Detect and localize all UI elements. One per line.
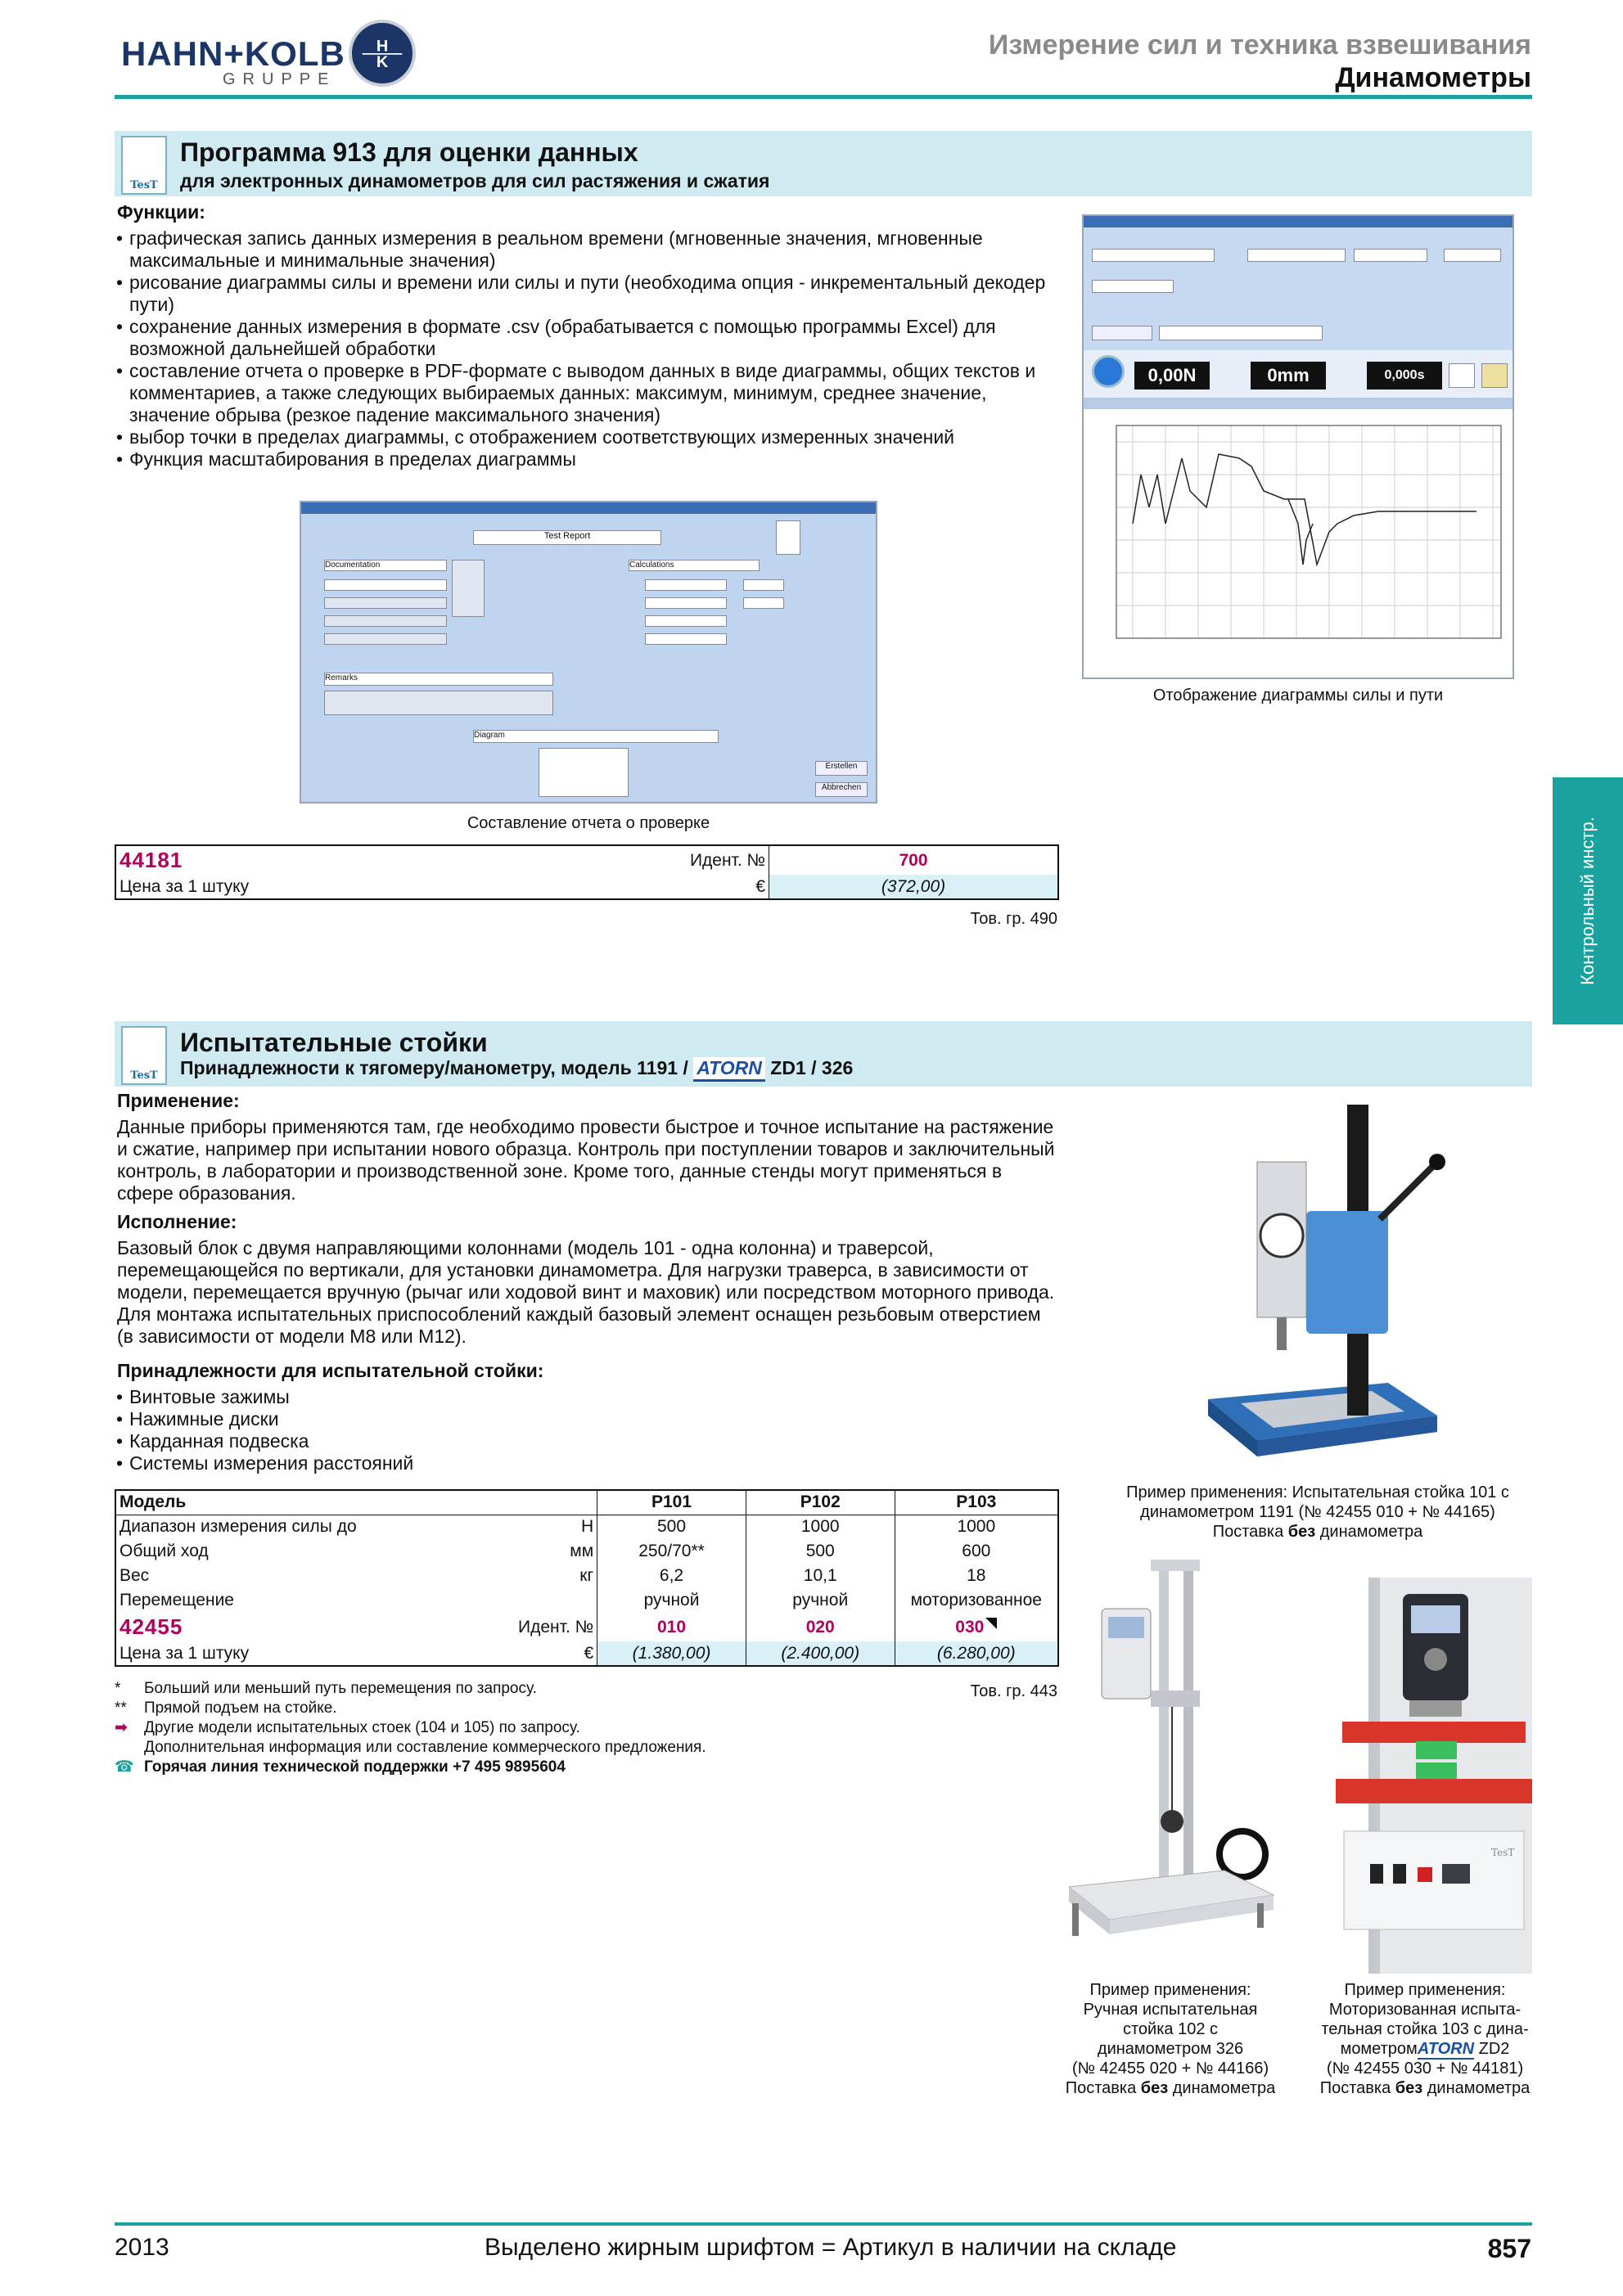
footer-divider — [115, 2222, 1532, 2226]
page-number: 857 — [1487, 2234, 1531, 2263]
caption-text: Поставка — [1065, 2079, 1141, 2097]
model-label: Модель — [119, 1492, 187, 1512]
stand-logo-label: TesT — [1491, 1847, 1515, 1858]
documentation-field: Documentation — [324, 560, 447, 571]
caption-stand-102 — [1048, 1980, 1293, 2098]
caption-line: Пример применения: — [1344, 1981, 1506, 1999]
caption-text: ZD2 — [1474, 2040, 1510, 2058]
section1-price-table — [115, 844, 1059, 900]
atorn-brand-logo: ATORN — [693, 1057, 765, 1082]
cell-value: ручной — [597, 1588, 746, 1613]
caption-line: Пример применения: — [1089, 1981, 1251, 1999]
atorn-brand-logo: ATORN — [1417, 2040, 1475, 2058]
footnote-mark: * — [115, 1680, 121, 1697]
caption-text: динамометра — [1168, 2079, 1276, 2097]
execution-heading: Исполнение: — [117, 1211, 237, 1232]
footnote-mark: ** — [115, 1699, 127, 1717]
caption-line: (№ 42455 020 + № 44166) — [1071, 2060, 1269, 2078]
logo-subtext: GRUPPE — [223, 70, 336, 88]
hotline-note — [115, 1758, 706, 1777]
functions-list — [115, 227, 1064, 470]
report-title-field: Test Report — [473, 530, 661, 545]
subtitle-text: ZD1 / 326 — [770, 1057, 854, 1078]
accessories-heading: Принадлежности для испытательной стойки: — [117, 1360, 544, 1381]
table-row — [115, 1564, 1058, 1588]
caption-line — [1306, 2078, 1544, 2098]
cell-value: 500 — [597, 1515, 746, 1539]
subtitle-text: Принадлежности к тягомеру/манометру, модель 1191 / — [180, 1057, 688, 1078]
currency-label: € — [361, 875, 769, 899]
table-row — [115, 1641, 1058, 1666]
other-models-text: Другие модели испытательных стоек (104 и 105) по запросу. — [144, 1719, 580, 1736]
cell-value: 1000 — [957, 1517, 996, 1537]
caption-line — [1089, 1522, 1547, 1542]
accessories-list — [115, 1386, 769, 1474]
caption-line: (№ 42455 030 + № 44181) — [1326, 2060, 1524, 2078]
calculations-field: Calculations — [629, 560, 760, 571]
header-category: Измерение сил и техника взвешивания — [988, 29, 1531, 61]
cell-value: 18 — [967, 1566, 986, 1585]
table-row — [115, 875, 1058, 899]
row-unit: Н — [491, 1515, 597, 1539]
table-row — [115, 1613, 1058, 1641]
test-logo-label: TesT — [130, 179, 158, 191]
header-divider — [115, 95, 1532, 99]
diagram-field: Diagram — [473, 730, 719, 743]
article-number — [115, 1613, 491, 1641]
section2-subtitle — [180, 1057, 853, 1082]
svg-text:H: H — [376, 37, 389, 56]
list-item: • графическая запись данных измерения в реальном времени (мгновенные значения, мгновенные максимальные и минимальные значения) — [115, 227, 1064, 272]
ident-value-text: 030 — [955, 1617, 985, 1636]
svg-text:K: K — [376, 53, 389, 72]
model-header: P103 — [956, 1492, 997, 1512]
report-create-button[interactable]: Erstellen — [815, 761, 868, 776]
report-cancel-button[interactable]: Abbrechen — [815, 782, 868, 797]
cell-value: 600 — [962, 1542, 991, 1560]
caption-line: динамометром 1191 (№ 42455 010 + № 44165) — [1140, 1503, 1495, 1521]
caption-line: стойка 102 с — [1122, 2020, 1219, 2038]
footnote — [115, 1699, 706, 1718]
footer-note: Выделено жирным шрифтом = Артикул в наличии на складе — [485, 2234, 1177, 2261]
list-item: • Нажимные диски — [115, 1408, 769, 1430]
model-header: P101 — [597, 1490, 746, 1515]
logo-text: HAHN+KOLB — [121, 34, 345, 73]
force-display: 0,00N — [1134, 362, 1210, 389]
test-stand-101-photo — [1192, 1088, 1454, 1481]
caption-diagram: Отображение диаграммы силы и пути — [1152, 687, 1444, 705]
table-row — [115, 1539, 1058, 1564]
caption-line — [1048, 2078, 1293, 2098]
phone-icon: ☎ — [115, 1758, 134, 1776]
price-label: Цена за 1 штуку — [119, 876, 250, 896]
caption-bold: без — [1287, 1523, 1316, 1541]
table-row — [115, 845, 1058, 875]
row-label: Вес — [119, 1566, 150, 1585]
list-item: • Винтовые зажимы — [115, 1386, 769, 1408]
hotline-text: Горячая линия технической поддержки +7 495 9895604 — [144, 1758, 566, 1776]
list-item: • Карданная подвеска — [115, 1430, 769, 1452]
remarks-field: Remarks — [324, 673, 553, 686]
list-item: • Системы измерения расстояний — [115, 1452, 769, 1474]
cell-value: ручной — [746, 1588, 895, 1613]
ident-label: Идент. № — [361, 845, 769, 875]
list-item: • составление отчета о проверке в PDF-формате с выводом данных в виде диаграммы, общих текстов и комментариев, а также следующих выбираемых данных: максимум, минимум, среднее значение, значение обрыва (резкое падение максимального значения) — [115, 360, 1064, 426]
time-display: 0,000s — [1367, 362, 1442, 389]
row-unit — [491, 1588, 597, 1613]
header-subcategory: Динамометры — [1335, 62, 1531, 93]
caption-line: тельная стойка 103 с дина- — [1321, 2020, 1529, 2038]
caption-line: Пример применения: Испытательная стойка 101 с — [1126, 1483, 1509, 1501]
list-item: • рисование диаграммы силы и времени или силы и пути (необходима опция - инкрементальный декодер пути) — [115, 272, 1064, 316]
caption-line: динамометром 326 — [1097, 2040, 1244, 2058]
table-row — [115, 1588, 1058, 1613]
logo-emblem-icon — [349, 20, 416, 87]
cell-value: 6,2 — [597, 1564, 746, 1588]
section1-title: Программа 913 для оценки данных — [180, 137, 638, 167]
footnote-text: Больший или меньший путь перемещения по запросу. — [144, 1680, 537, 1697]
cell-value: 500 — [746, 1539, 895, 1564]
tov-group-2: Тов. гр. 443 — [970, 1682, 1057, 1700]
table-row — [115, 1515, 1058, 1539]
row-label: Диапазон измерения силы до — [119, 1517, 357, 1537]
test-logo-label: TesT — [130, 1069, 158, 1082]
arrow-right-icon: ➡ — [115, 1719, 128, 1736]
row-unit: кг — [491, 1564, 597, 1588]
functions-heading: Функции: — [117, 201, 205, 223]
unit-cell — [491, 1490, 597, 1515]
cell-value: моторизованное — [910, 1591, 1042, 1609]
footer-year: 2013 — [115, 2234, 169, 2261]
ident-label: Идент. № — [491, 1613, 597, 1641]
caption-line: Моторизованная испыта- — [1328, 2001, 1522, 2019]
ident-value: 020 — [746, 1613, 895, 1641]
side-tab-label: Контрольный инстр. — [1577, 817, 1598, 985]
list-item: • сохранение данных измерения в формате .csv (обрабатывается с помощью программы Excel) для возможной дальнейшей обработки — [115, 316, 1064, 360]
footnotes — [115, 1679, 706, 1777]
caption-bold: без — [1395, 2079, 1423, 2097]
ident-value: 010 — [597, 1613, 746, 1641]
price-value: (372,00) — [769, 875, 1058, 899]
test-logo-icon — [121, 136, 167, 195]
caption-stand-103 — [1306, 1980, 1544, 2098]
caption-text: Поставка — [1319, 2079, 1395, 2097]
test-stand-table — [115, 1489, 1059, 1667]
footnote — [115, 1679, 706, 1699]
diagram-screenshot — [1082, 214, 1514, 679]
caption-text: динамометра — [1315, 1523, 1423, 1541]
caption-line — [1306, 2039, 1544, 2059]
article-number — [115, 845, 361, 875]
way-display: 0mm — [1251, 362, 1326, 389]
table-row — [115, 1490, 1058, 1515]
test-stand-103-photo — [1319, 1578, 1532, 1974]
row-unit: мм — [491, 1539, 597, 1564]
article-number-text: 42455 — [119, 1614, 183, 1639]
caption-bold: без — [1140, 2079, 1169, 2097]
ident-value: 700 — [899, 850, 928, 870]
other-models-note — [115, 1718, 706, 1738]
section1-subtitle: для электронных динамометров для сил растяжения и сжатия — [180, 170, 770, 191]
article-number-text: 44181 — [119, 848, 183, 872]
application-text: Данные приборы применяются там, где необходимо провести быстрое и точное испытание на растяжение и сжатие, например при испытании нового образца. Контроль при поступлении товаров и заключительный контроль, в лаборатории и производственной зоне. Кроме того, данные стенды могут применяться в сфере образования. — [117, 1116, 1055, 1204]
test-stand-102-photo — [1061, 1560, 1290, 1969]
price-label: Цена за 1 штуку — [119, 1643, 250, 1663]
cell-value: 250/70** — [597, 1539, 746, 1564]
caption-line: Ручная испытательная — [1083, 2001, 1258, 2019]
caption-text: Поставка — [1212, 1523, 1288, 1541]
side-tab[interactable] — [1553, 777, 1623, 1024]
list-item: • Функция масштабирования в пределах диаграммы — [115, 448, 1064, 470]
row-label: Перемещение — [119, 1591, 234, 1609]
price-value: (6.280,00) — [895, 1641, 1058, 1666]
caption-text: динамометра — [1422, 2079, 1531, 2097]
tov-group-1: Тов. гр. 490 — [970, 910, 1057, 928]
row-label: Общий ход — [119, 1542, 209, 1560]
currency-label: € — [491, 1641, 597, 1666]
footnote-text: Прямой подъем на стойке. — [144, 1699, 337, 1717]
cell-value: 10,1 — [746, 1564, 895, 1588]
price-value: (1.380,00) — [597, 1641, 746, 1666]
corner-mark-icon — [985, 1618, 997, 1629]
ident-value — [895, 1613, 1058, 1641]
model-header: P102 — [746, 1490, 895, 1515]
cell-value: 1000 — [746, 1515, 895, 1539]
test-logo-icon — [121, 1026, 167, 1085]
caption-report: Составление отчета о проверке — [467, 814, 710, 832]
section2-title: Испытательные стойки — [180, 1028, 488, 1057]
report-screenshot — [300, 501, 877, 804]
application-heading: Применение: — [117, 1090, 240, 1111]
price-value: (2.400,00) — [746, 1641, 895, 1666]
caption-stand-101 — [1089, 1483, 1547, 1542]
more-info-note: Дополнительная информация или составление коммерческого предложения. — [144, 1739, 706, 1756]
execution-text: Базовый блок с двумя направляющими колоннами (модель 101 - одна колонна) и траверсой, перемещающейся по вертикали, для установки динамометра. Для нагрузки траверса, в зависимости от модели, перемещается вручную (рычаг или ходовой винт и маховик) или посредством моторного привода. Для монтажа испытательных приспособлений каждый базовый элемент оснащен резьбовым отверстием (в зависимости от модели M8 или M12). — [117, 1237, 1055, 1347]
caption-text: мометром — [1340, 2040, 1418, 2058]
list-item: • выбор точки в пределах диаграммы, с отображением соответствующих измеренных значений — [115, 426, 1064, 448]
